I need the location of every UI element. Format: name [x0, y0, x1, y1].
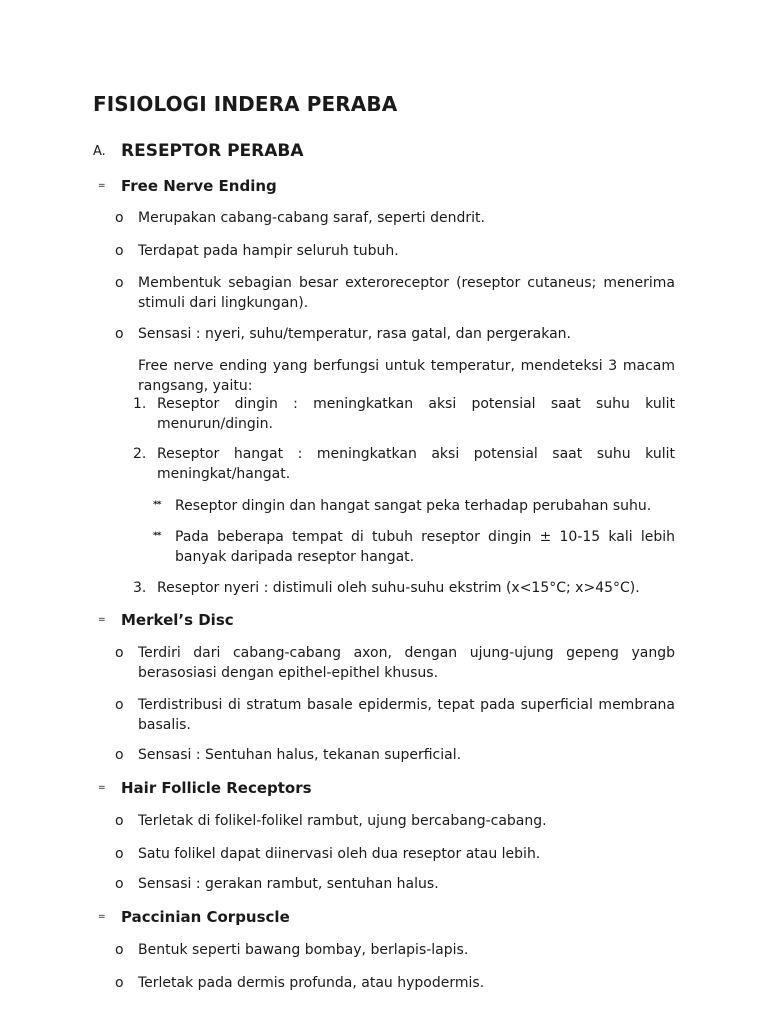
star-bullet-icon: ** [153, 531, 161, 541]
paragraph-temperature: Free nerve ending yang berfungsi untuk temperatur, mendeteksi 3 macam rangsang, yaitu: [138, 358, 675, 394]
section-letter: A. [93, 144, 106, 159]
subsection-bullet-icon: = [98, 181, 106, 191]
circle-bullet-icon: o [115, 645, 124, 661]
numbered-item: Reseptor hangat : meningkatkan aksi potensial saat suhu kulit meningkat/hangat. [157, 446, 675, 482]
section-title: RESEPTOR PERABA [121, 141, 304, 161]
list-number: 1. [133, 396, 147, 412]
numbered-item: Reseptor dingin : meningkatkan aksi potensial saat suhu kulit menurun/dingin. [157, 396, 675, 432]
list-item: Terletak pada dermis profunda, atau hypodermis. [138, 975, 485, 991]
circle-bullet-icon: o [115, 975, 124, 991]
subsection-bullet-icon: = [98, 615, 106, 625]
circle-bullet-icon: o [115, 275, 124, 291]
circle-bullet-icon: o [115, 210, 124, 226]
list-item: Terletak di folikel-folikel rambut, ujung bercabang-cabang. [138, 813, 547, 829]
list-item: Sensasi : Sentuhan halus, tekanan superficial. [138, 747, 462, 763]
list-item: Sensasi : nyeri, suhu/temperatur, rasa gatal, dan pergerakan. [138, 326, 571, 342]
circle-bullet-icon: o [115, 846, 124, 862]
document-title: FISIOLOGI INDERA PERABA [93, 92, 398, 116]
list-number: 3. [133, 580, 147, 596]
subsection-bullet-icon: = [98, 783, 106, 793]
subsection-bullet-icon: = [98, 912, 106, 922]
circle-bullet-icon: o [115, 243, 124, 259]
list-item: Terdiri dari cabang-cabang axon, dengan ujung-ujung gepeng yangb berasosiasi dengan epithel-epithel khusus. [138, 645, 675, 681]
note-item: Pada beberapa tempat di tubuh reseptor dingin ± 10-15 kali lebih banyak daripada reseptor hangat. [175, 529, 675, 565]
list-item: Merupakan cabang-cabang saraf, seperti dendrit. [138, 210, 485, 226]
subsection-title-hair-follicle: Hair Follicle Receptors [121, 779, 312, 797]
circle-bullet-icon: o [115, 942, 124, 958]
note-item: Reseptor dingin dan hangat sangat peka terhadap perubahan suhu. [175, 498, 652, 514]
circle-bullet-icon: o [115, 326, 124, 342]
circle-bullet-icon: o [115, 747, 124, 763]
star-bullet-icon: ** [153, 500, 161, 510]
list-item: Membentuk sebagian besar exteroreceptor (reseptor cutaneus; menerima stimuli dari lingkungan). [138, 275, 675, 311]
list-item: Satu folikel dapat diinervasi oleh dua reseptor atau lebih. [138, 846, 541, 862]
subsection-title-free-nerve-ending: Free Nerve Ending [121, 177, 277, 195]
circle-bullet-icon: o [115, 813, 124, 829]
numbered-item: Reseptor nyeri : distimuli oleh suhu-suhu ekstrim (x<15°C; x>45°C). [157, 580, 640, 596]
list-item: Sensasi : gerakan rambut, sentuhan halus. [138, 876, 439, 892]
list-item: Bentuk seperti bawang bombay, berlapis-lapis. [138, 942, 469, 958]
list-item: Terdistribusi di stratum basale epidermis, tepat pada superficial membrana basalis. [138, 697, 675, 733]
list-item: Terdapat pada hampir seluruh tubuh. [138, 243, 399, 259]
subsection-title-merkels-disc: Merkel’s Disc [121, 611, 234, 629]
circle-bullet-icon: o [115, 876, 124, 892]
circle-bullet-icon: o [115, 697, 124, 713]
list-number: 2. [133, 446, 147, 462]
subsection-title-paccinian: Paccinian Corpuscle [121, 908, 290, 926]
